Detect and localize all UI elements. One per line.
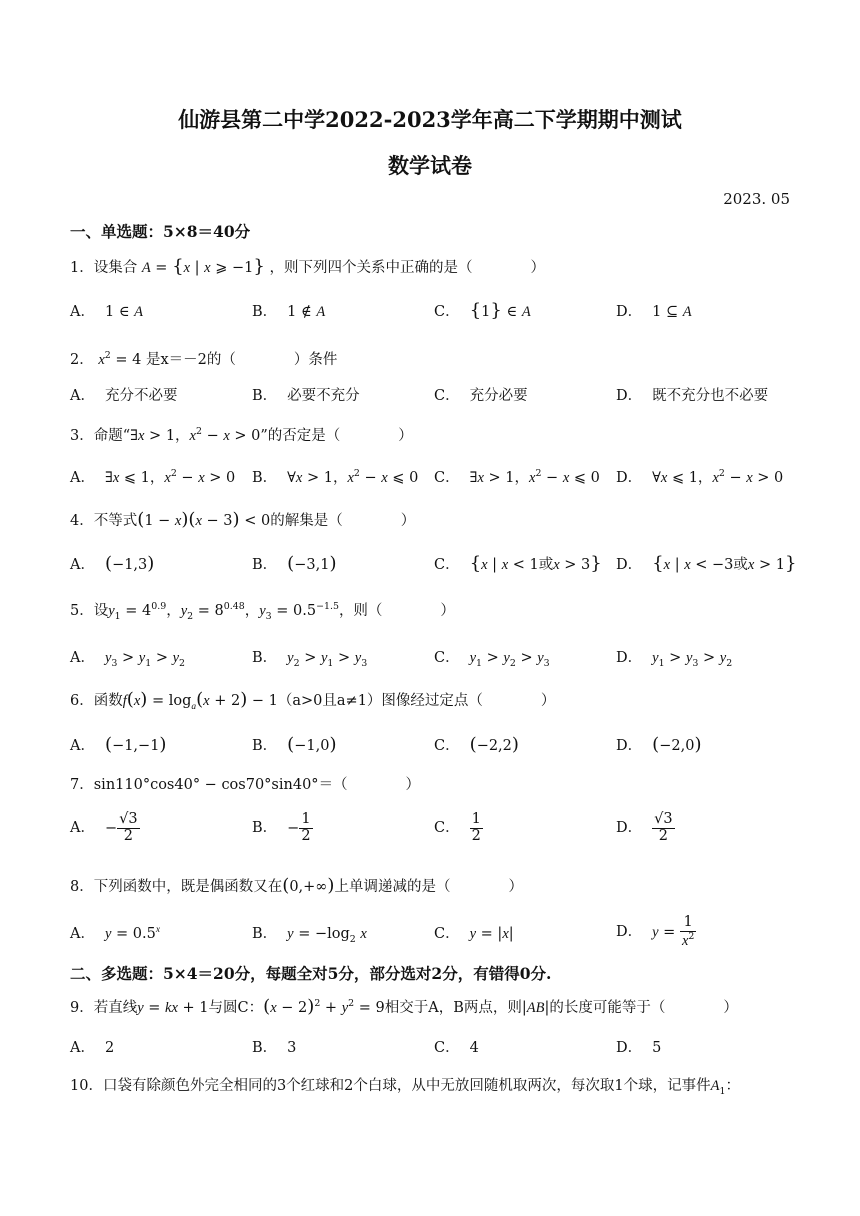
question-6-options — [70, 734, 800, 760]
q2-option-d[interactable]: D． 既不充分也不必要 — [616, 388, 769, 404]
q4-option-b[interactable]: B． (−3,1) — [252, 553, 337, 574]
question-4-options — [70, 553, 800, 579]
exam-date: 2023. 05 — [723, 190, 790, 208]
q5-option-c[interactable]: C． $y_1 > y_2 > y_3$ — [434, 650, 550, 669]
q5-option-a[interactable]: A． $y_3 > y_1 > y_2$ — [70, 650, 186, 669]
question-9: 9．若直线y = kx + 1与圆C：$(x - 2)^2 + y^2 = 9$相交于A，B两点，则|AB|的长度可能等于（ ） — [70, 996, 738, 1017]
q5-option-b[interactable]: B． $y_2 > y_1 > y_3$ — [252, 650, 368, 669]
question-7: 7．sin110°cos40° − cos70°sin40°＝（ ） — [70, 777, 421, 793]
q9-option-c[interactable]: C． 4 — [434, 1040, 479, 1056]
question-3-options — [70, 466, 800, 492]
question-2: 2． $x^2 = 4$ 是x＝－2的（ ）条件 — [70, 350, 338, 368]
q2-option-a[interactable]: A． 充分不必要 — [70, 388, 178, 404]
q1-option-d[interactable]: D． 1 ⊆ A — [616, 304, 692, 320]
section-single-choice: 一、单选题：5×8＝40分 — [70, 222, 251, 241]
q5-option-d[interactable]: D． $y_1 > y_3 > y_2$ — [616, 650, 733, 669]
question-9-options — [70, 1036, 800, 1062]
q7-option-a[interactable]: A． − $\frac{√3}{2}$ — [70, 811, 138, 844]
q1-option-a[interactable]: A． 1 ∈ A — [70, 304, 144, 320]
q6-option-b[interactable]: B． (−1,0) — [252, 734, 337, 755]
q8-option-c[interactable]: C． y = |x| — [434, 926, 514, 942]
q1-option-b[interactable]: B． 1 ∉ A — [252, 304, 326, 320]
q4-option-d[interactable]: D． {x | x < −3或x > 1} — [616, 553, 797, 574]
question-5: 5．设$y_1 = 4^{0.9}$，$y_2 = 8^{0.48}$，$y_3 = 0.5^{-1.5}$，则（ ） — [70, 601, 455, 622]
q8-option-d[interactable]: D． y = $\frac{1}{x^2}$ — [616, 914, 695, 949]
question-7-options — [70, 812, 800, 860]
question-1: 1．设集合 A = {x | x ⩾ −1} ，则下列四个关系中正确的是（ ） — [70, 256, 545, 277]
q9-option-d[interactable]: D． 5 — [616, 1040, 662, 1056]
q7-option-c[interactable]: C． $\frac{1}{2}$ — [434, 811, 481, 844]
question-6: 6．函数$f(x) = \log_a(x + 2) - 1(a>0$且a≠1）图像经过定点（ ） — [70, 689, 556, 712]
question-3: 3．命题“∃x > 1，$x^2 - x > 0$”的否定是（ ） — [70, 426, 413, 444]
question-2-options — [70, 384, 800, 410]
q7-option-b[interactable]: B． − $\frac{1}{2}$ — [252, 811, 311, 844]
section-multi-choice: 二、多选题：5×4＝20分，每题全对5分，部分选对2分，有错得0分. — [70, 964, 552, 983]
question-10: 10．口袋有除颜色外完全相同的3个红球和2个白球，从中无放回随机取两次，每次取1个球，记事件$A_1$： — [70, 1078, 740, 1097]
exam-title: 仙游县第二中学2022-2023学年高二下学期期中测试 — [178, 107, 682, 132]
q6-option-a[interactable]: A． (−1,−1) — [70, 734, 167, 755]
question-8: 8．下列函数中，既是偶函数又在(0,+∞)上单调递减的是（ ） — [70, 875, 523, 896]
exam-subtitle: 数学试卷 — [388, 153, 472, 178]
q2-option-c[interactable]: C． 充分必要 — [434, 388, 528, 404]
q3-option-b[interactable]: B． ∀x > 1，$x^2 - x$ ⩽ 0 — [252, 468, 419, 486]
q2-option-b[interactable]: B． 必要不充分 — [252, 388, 360, 404]
question-1-options — [70, 300, 800, 326]
q8-option-a[interactable]: A． $y = 0.5^x$ — [70, 925, 161, 942]
question-8-options — [70, 915, 800, 955]
question-4: 4．不等式(1 − x)(x − 3) < 0的解集是（ ） — [70, 509, 416, 530]
q3-option-c[interactable]: C． ∃x > 1，$x^2 - x$ ⩽ 0 — [434, 468, 600, 486]
math-set-a: A = {x | x ⩾ −1} — [141, 256, 265, 277]
question-5-options — [70, 646, 800, 672]
q7-option-d[interactable]: D． $\frac{√3}{2}$ — [616, 811, 673, 844]
q1-option-c[interactable]: C． {1} ∈ A — [434, 300, 531, 321]
q6-option-d[interactable]: D． (−2,0) — [616, 734, 702, 755]
q4-option-c[interactable]: C． {x | x < 1或x > 3} — [434, 553, 602, 574]
q8-option-b[interactable]: B． $y = -\log_2$ x — [252, 926, 367, 945]
q4-option-a[interactable]: A． (−1,3) — [70, 553, 155, 574]
q3-option-a[interactable]: A． ∃x ⩽ 1，$x^2 - x > 0$ — [70, 468, 236, 486]
q6-option-c[interactable]: C． (−2,2) — [434, 734, 519, 755]
q3-option-d[interactable]: D． ∀x ⩽ 1，$x^2 - x > 0$ — [616, 468, 784, 486]
q9-option-a[interactable]: A． 2 — [70, 1040, 115, 1056]
q9-option-b[interactable]: B． 3 — [252, 1040, 297, 1056]
